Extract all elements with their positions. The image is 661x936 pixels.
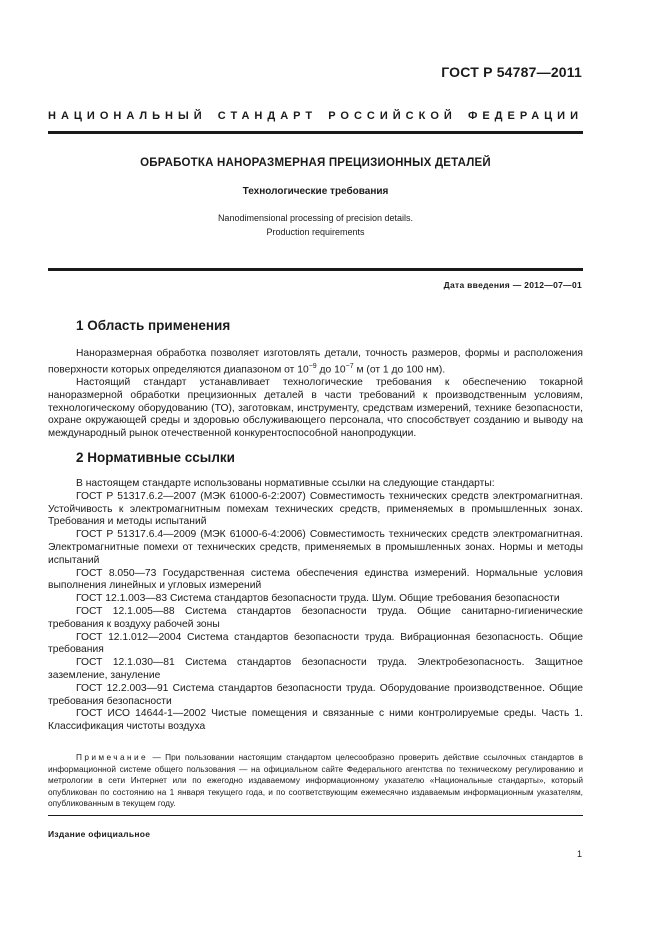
- footer-divider: [48, 815, 583, 816]
- header-divider: [48, 131, 583, 134]
- reference-item: ГОСТ Р 51317.6.2—2007 (МЭК 61000-6-2:2007) Совместимость технических средств электромагнитная. Устойчивость к электромагнитным помехам технических средств, применяемых в промышленных зонах. Требования и методы испытаний: [48, 490, 583, 528]
- reference-item: ГОСТ 12.2.003—91 Система стандартов безопасности труда. Оборудование производственное. Общие требования безопасности: [48, 682, 583, 707]
- reference-item: ГОСТ 12.1.030—81 Система стандартов безопасности труда. Электробезопасность. Защитное заземление, зануление: [48, 657, 583, 681]
- introduction-date: Дата введения — 2012—07—01: [443, 280, 582, 290]
- reference-item: ГОСТ 8.050—73 Государственная система обеспечения единства измерений. Нормальные условия выполнения линейных и угловых измерений: [48, 567, 583, 592]
- note-text: — При пользовании настоящим стандартом целесообразно проверить действие ссылочных стандартов в информационной системе общего пользования — на официальном сайте Федерального агентства по техническому регулированию и метрологии в сети Интернет или по ежегодно издаваемому информационному указателю «Национальные стандарты», который опубликован по состоянию на 1 января текущего года, и по соответствующим ежемесячно издаваемым информационным указателям, опубликованным в текущем году.: [48, 752, 583, 809]
- document-title: ОБРАБОТКА НАНОРАЗМЕРНАЯ ПРЕЦИЗИОННЫХ ДЕТАЛЕЙ: [140, 157, 491, 169]
- section-1-paragraph: Настоящий стандарт устанавливает технологические требования к обеспечению токарной наноразмерной обработки прецизионных деталей в части требований к производственным условиям, технологическому оборудованию (ТО), заготовкам, инструменту, средствам измерений, технике безопасности, охране окружающей среды и здоровью обслуживающего персонала, что способствует созданию и выводу на международный рынок отечественной конкурентоспособной нанопродукции.: [48, 377, 583, 440]
- national-standard-banner: [48, 110, 583, 122]
- title-divider: [48, 268, 583, 271]
- official-edition-label: Издание официальное: [48, 829, 151, 839]
- reference-item: ГОСТ Р 51317.6.4—2009 (МЭК 61000-6-4:2006) Совместимость технических средств электромагнитная. Электромагнитные помехи от технических средств, применяемых в промышленных зонах. Нормы и методы испытаний: [48, 529, 583, 566]
- references-note: [48, 752, 583, 810]
- section-1-body: [48, 348, 583, 441]
- reference-item: ГОСТ 12.1.003—83 Система стандартов безопасности труда. Шум. Общие требования безопасности: [76, 593, 560, 605]
- banner-word: ФЕДЕРАЦИИ: [467, 110, 583, 122]
- reference-item: ГОСТ 12.1.005—88 Система стандартов безопасности труда. Общие санитарно-гигиенические требования к воздуху рабочей зоны: [48, 605, 583, 630]
- banner-word: РОССИЙСКОЙ: [328, 110, 457, 122]
- section-1-paragraph: Наноразмерная обработка позволяет изготовлять детали, точность размеров, формы и расположения поверхности которых определяются диапазоном от $10^{-9}$ до $10^{-7}$ м (от 1 до 100 нм).: [48, 348, 583, 376]
- english-title-line1: Nanodimensional processing of precision details.: [217, 213, 414, 223]
- page-number: 1: [577, 849, 583, 859]
- section-1-heading: 1 Область применения: [76, 318, 231, 333]
- banner-word: НАЦИОНАЛЬНЫЙ: [48, 110, 207, 122]
- english-title-line2: Production requirements: [266, 227, 365, 237]
- document-subtitle: Технологические требования: [242, 186, 389, 197]
- banner-word: СТАНДАРТ: [217, 110, 318, 122]
- reference-item: ГОСТ 12.1.012—2004 Система стандартов безопасности труда. Вибрационная безопасность. Общие требования: [48, 631, 583, 656]
- gost-number: ГОСТ Р 54787—2011: [441, 64, 582, 80]
- normative-references-list: [48, 478, 583, 734]
- section-2-heading: 2 Нормативные ссылки: [76, 450, 235, 465]
- reference-item: В настоящем стандарте использованы нормативные ссылки на следующие стандарты:: [76, 478, 495, 489]
- note-label: Примечание: [76, 752, 149, 762]
- reference-item: ГОСТ ИСО 14644-1—2002 Чистые помещения и связанные с ними контролируемые среды. Часть 1. Классификация чистоты воздуха: [48, 708, 583, 733]
